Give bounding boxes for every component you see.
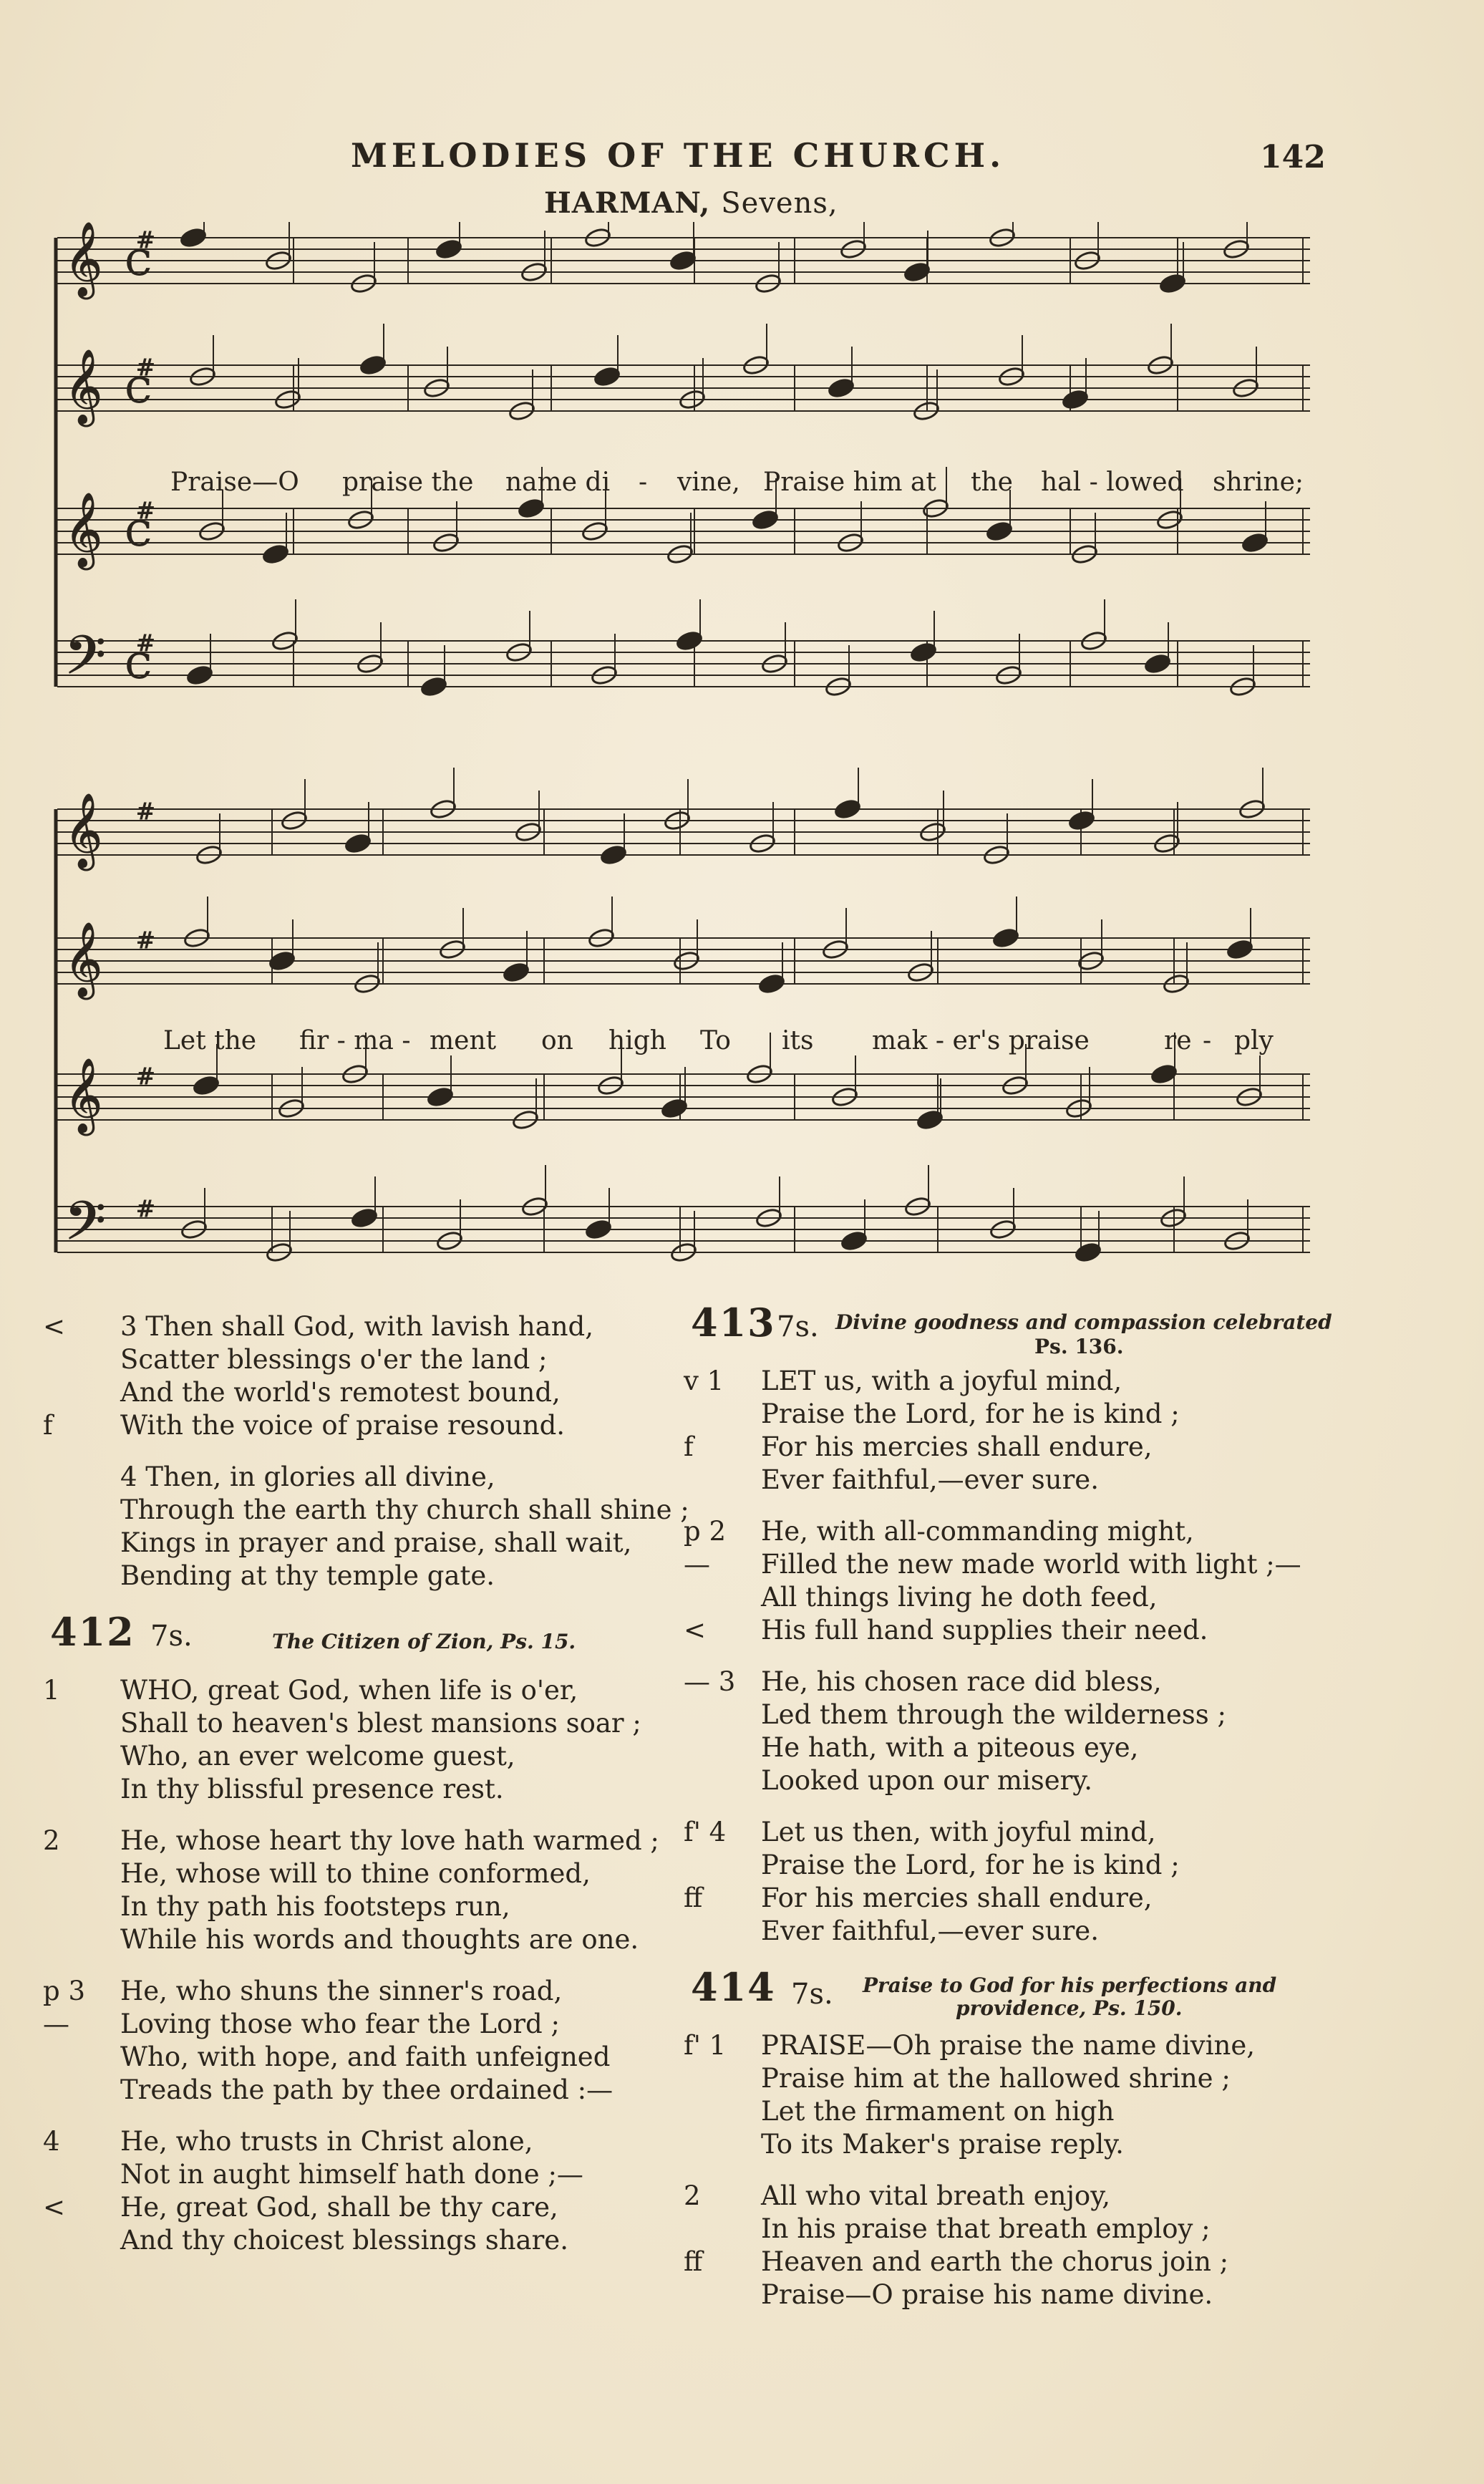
verse-line <box>43 1740 687 1773</box>
right-column <box>684 1300 1442 2330</box>
verse-line <box>684 2029 1442 2062</box>
lyric: ment <box>430 1026 497 1055</box>
hymn-number: 413 <box>691 1300 776 1345</box>
verse-line <box>43 1923 687 1956</box>
verse-line <box>684 2180 1442 2213</box>
hymn-subject-2: providence, Ps. 150. <box>956 1996 1183 2020</box>
svg-text:𝄢: 𝄢 <box>64 624 106 700</box>
verse-line <box>43 2125 687 2158</box>
hymn-412-verses <box>43 1674 687 2257</box>
stanza <box>43 1975 687 2107</box>
music-score <box>50 222 1317 1282</box>
verse-line <box>43 2224 687 2257</box>
verse-text: He hath, with a piteous eye, <box>761 1732 1139 1763</box>
lyric: mak - er's praise <box>872 1026 1090 1055</box>
hymn-number: 412 <box>50 1609 135 1655</box>
verse-text: He, whose heart thy love hath warmed ; <box>120 1825 659 1856</box>
verse-text: With the voice of praise resound. <box>120 1410 566 1441</box>
verse-mark: p 2 <box>684 1516 726 1547</box>
lyric: To <box>700 1026 731 1055</box>
svg-text:#: # <box>136 497 155 524</box>
hymn-413-heading <box>684 1300 1442 1358</box>
svg-text:C: C <box>125 243 152 284</box>
svg-text:#: # <box>136 1063 155 1090</box>
verse-line <box>43 1773 687 1806</box>
verse-line <box>43 1890 687 1923</box>
verse-text: 3 Then shall God, with lavish hand, <box>120 1311 593 1342</box>
verse-mark: 2 <box>43 1825 60 1856</box>
verse-line <box>43 2041 687 2074</box>
stanza <box>684 2180 1442 2311</box>
stanza <box>43 1674 687 1806</box>
verse-line <box>43 1674 687 1707</box>
verse-text: Who, with hope, and faith unfeigned <box>120 2041 611 2072</box>
lyric: shrine; <box>1213 468 1304 497</box>
verse-line <box>43 1310 687 1343</box>
verse-line <box>43 2158 687 2191</box>
stanza <box>684 1816 1442 1948</box>
verse-text: All who vital breath enjoy, <box>761 2180 1110 2211</box>
verse-text: In thy blissful presence rest. <box>120 1774 504 1804</box>
verse-line <box>684 1515 1442 1548</box>
hymn-meter: 7s. <box>791 1978 833 2011</box>
hymn-414-heading <box>684 1964 1442 2021</box>
hymn-meter: 7s. <box>150 1620 193 1653</box>
lyric: - <box>639 468 648 497</box>
tune-name: HARMAN, <box>544 186 711 220</box>
lyric: hal - lowed <box>1041 468 1184 497</box>
svg-text:#: # <box>136 354 155 381</box>
svg-text:𝄞: 𝄞 <box>64 349 103 424</box>
hymn-414-verses <box>684 2029 1442 2311</box>
stanza-3 <box>43 1310 687 1442</box>
verse-line <box>43 1560 687 1593</box>
running-title: MELODIES OF THE CHURCH. <box>351 136 1006 175</box>
verse-text: Praise him at the hallowed shrine ; <box>761 2063 1231 2094</box>
verse-line <box>43 1376 687 1409</box>
verse-line <box>43 1825 687 1857</box>
verse-mark: f <box>684 1431 694 1462</box>
verse-text: He, who trusts in Christ alone, <box>120 2126 533 2157</box>
verse-line <box>684 1731 1442 1764</box>
verse-line <box>684 2128 1442 2161</box>
verse-line <box>684 1548 1442 1581</box>
verse-text: To its Maker's praise reply. <box>761 2129 1124 2160</box>
verse-text: While his words and thoughts are one. <box>120 1924 639 1955</box>
svg-text:#: # <box>136 927 155 954</box>
svg-text:𝄞: 𝄞 <box>64 922 103 997</box>
verse-text: For his mercies shall endure, <box>761 1431 1153 1462</box>
verse-mark: < <box>43 1311 66 1342</box>
hymn-subject: Divine goodness and compassion celebrated <box>835 1310 1332 1334</box>
verse-line <box>684 1816 1442 1849</box>
stanza <box>43 2125 687 2257</box>
verse-text: Who, an ever welcome guest, <box>120 1741 515 1772</box>
svg-text:C: C <box>125 514 152 554</box>
hymn-412-heading <box>43 1609 687 1666</box>
verse-text: Scatter blessings o'er the land ; <box>120 1344 548 1375</box>
svg-text:#: # <box>136 1195 155 1222</box>
verse-text: For his mercies shall endure, <box>761 1883 1153 1913</box>
verse-line <box>684 1849 1442 1882</box>
verse-text: Through the earth thy church shall shine ; <box>120 1494 689 1525</box>
verse-mark: f' 1 <box>684 2030 727 2061</box>
verse-line <box>684 2278 1442 2311</box>
verse-line <box>43 2074 687 2107</box>
verse-line <box>684 1666 1442 1698</box>
verse-line <box>43 1857 687 1890</box>
verse-text: Treads the path by thee ordained :— <box>120 2074 614 2105</box>
lyric: its <box>782 1026 814 1055</box>
verse-mark: ff <box>684 2246 703 2277</box>
verse-mark: 1 <box>43 1675 60 1706</box>
lyric: the <box>971 468 1013 497</box>
lyric: Praise him at <box>763 468 936 497</box>
verse-text: Led them through the wilderness ; <box>761 1699 1227 1730</box>
svg-text:#: # <box>136 798 155 825</box>
svg-text:𝄞: 𝄞 <box>64 222 103 296</box>
verse-mark: f <box>43 1410 53 1441</box>
verse-text: LET us, with a joyful mind, <box>761 1366 1122 1396</box>
verse-line <box>684 1882 1442 1915</box>
verse-line <box>43 2191 687 2224</box>
verse-line <box>43 1461 687 1494</box>
verse-line <box>684 1398 1442 1431</box>
tune-title <box>544 186 838 220</box>
verse-mark: p 3 <box>43 1976 85 2006</box>
verse-line <box>684 2062 1442 2095</box>
verse-line <box>43 1494 687 1527</box>
stanza <box>684 1666 1442 1797</box>
lyric: Let the <box>163 1026 257 1055</box>
verse-mark: < <box>43 2192 66 2223</box>
stanza <box>684 1365 1442 1497</box>
verse-text: Filled the new made world with light ;— <box>761 1549 1301 1580</box>
verse-text: PRAISE—Oh praise the name divine, <box>761 2030 1256 2061</box>
verse-text: Praise the Lord, for he is kind ; <box>761 1398 1180 1429</box>
lyric: fir - ma - <box>299 1026 411 1055</box>
verse-mark: 4 <box>43 2126 60 2157</box>
lyric: name di <box>505 468 611 497</box>
verse-line <box>684 1698 1442 1731</box>
verse-text: Ever faithful,—ever sure. <box>761 1464 1099 1495</box>
verse-text: Bending at thy temple gate. <box>120 1560 495 1591</box>
verse-text: Let us then, with joyful mind, <box>761 1817 1156 1847</box>
lyric: on <box>541 1026 573 1055</box>
verse-text: Praise—O praise his name divine. <box>761 2279 1213 2310</box>
staff-lines <box>56 238 1310 1252</box>
page-header <box>0 136 1484 186</box>
lyric: vine, <box>677 468 740 497</box>
hymn-number: 414 <box>691 1964 776 2010</box>
lyric: high <box>608 1026 666 1055</box>
stanza-4 <box>43 1461 687 1593</box>
verse-text: Let the firmament on high <box>761 2096 1115 2127</box>
verse-line <box>684 1915 1442 1948</box>
left-column <box>43 1310 687 2276</box>
verse-line <box>684 1614 1442 1647</box>
verse-line <box>43 2008 687 2041</box>
verse-mark: f' 4 <box>684 1817 727 1847</box>
svg-text:𝄞: 𝄞 <box>64 1058 103 1133</box>
verse-text: WHO, great God, when life is o'er, <box>120 1675 578 1706</box>
stanza <box>684 2029 1442 2161</box>
verse-mark: — <box>684 1549 710 1580</box>
verse-mark: v 1 <box>684 1366 724 1396</box>
verse-line <box>684 2095 1442 2128</box>
verse-text: In his praise that breath employ ; <box>761 2213 1211 2244</box>
lyric: praise the <box>342 468 474 497</box>
verse-line <box>684 2246 1442 2278</box>
verse-text: 4 Then, in glories all divine, <box>120 1461 495 1492</box>
verse-text: And thy choicest blessings share. <box>120 2225 568 2256</box>
verse-line <box>43 1707 687 1740</box>
verse-text: All things living he doth feed, <box>761 1582 1158 1613</box>
lyrics-line-1 <box>170 468 1304 497</box>
page-number: 142 <box>1260 139 1326 175</box>
verse-text: He, whose will to thine conformed, <box>120 1858 591 1889</box>
stanza <box>43 1825 687 1956</box>
verse-line <box>43 1409 687 1442</box>
verse-text: Ever faithful,—ever sure. <box>761 1915 1099 1946</box>
verse-text: Kings in prayer and praise, shall wait, <box>120 1527 632 1558</box>
verse-text: Loving those who fear the Lord ; <box>120 2009 560 2039</box>
hymn-413-verses <box>684 1365 1442 1948</box>
verse-mark: < <box>684 1615 707 1645</box>
stanza <box>684 1515 1442 1647</box>
verse-text: Not in aught himself hath done ;— <box>120 2159 583 2190</box>
verse-line <box>684 1581 1442 1614</box>
verse-text: He, who shuns the sinner's road, <box>120 1976 563 2006</box>
lyric: ply <box>1234 1026 1274 1055</box>
svg-text:C: C <box>125 647 152 687</box>
verse-line <box>43 1975 687 2008</box>
lyric: Praise—O <box>170 468 299 497</box>
verse-mark: — <box>43 2009 69 2039</box>
verse-text: Shall to heaven's blest mansions soar ; <box>120 1708 641 1739</box>
verse-text: Praise the Lord, for he is kind ; <box>761 1850 1180 1880</box>
tune-meter: Sevens, <box>721 187 838 220</box>
lyric: - <box>1203 1026 1212 1055</box>
verse-text: In thy path his footsteps run, <box>120 1891 510 1922</box>
svg-text:#: # <box>136 226 155 253</box>
svg-text:𝄞: 𝄞 <box>64 793 103 868</box>
svg-text:C: C <box>125 371 152 411</box>
svg-text:#: # <box>136 629 155 657</box>
verse-text: Looked upon our misery. <box>761 1765 1093 1796</box>
verse-text: His full hand supplies their need. <box>761 1615 1208 1645</box>
verse-mark: ff <box>684 1883 703 1913</box>
hymn-meter: 7s. <box>777 1310 819 1343</box>
verse-text: He, his chosen race did bless, <box>761 1666 1162 1697</box>
verse-line <box>684 1365 1442 1398</box>
hymn-subject: The Citizen of Zion, Ps. 15. <box>272 1630 576 1653</box>
lyrics-line-2 <box>163 1026 1274 1055</box>
verse-text: Heaven and earth the chorus join ; <box>761 2246 1229 2277</box>
verse-line <box>684 1431 1442 1464</box>
verse-mark: 2 <box>684 2180 701 2211</box>
verse-text: And the world's remotest bound, <box>120 1377 561 1408</box>
verse-line <box>684 1764 1442 1797</box>
hymn-subject: Praise to God for his perfections and <box>863 1973 1277 1997</box>
hymn-subject-ref: Ps. 136. <box>1034 1335 1124 1358</box>
verse-line <box>43 1527 687 1560</box>
lyric: re <box>1164 1026 1192 1055</box>
verse-text: He, with all-commanding might, <box>761 1516 1194 1547</box>
svg-text:𝄞: 𝄞 <box>64 492 103 567</box>
verse-line <box>43 1343 687 1376</box>
verse-text: He, great God, shall be thy care, <box>120 2192 558 2223</box>
verse-mark: — 3 <box>684 1666 736 1697</box>
verse-line <box>684 1464 1442 1497</box>
svg-text:𝄢: 𝄢 <box>64 1190 106 1265</box>
verse-line <box>684 2213 1442 2246</box>
